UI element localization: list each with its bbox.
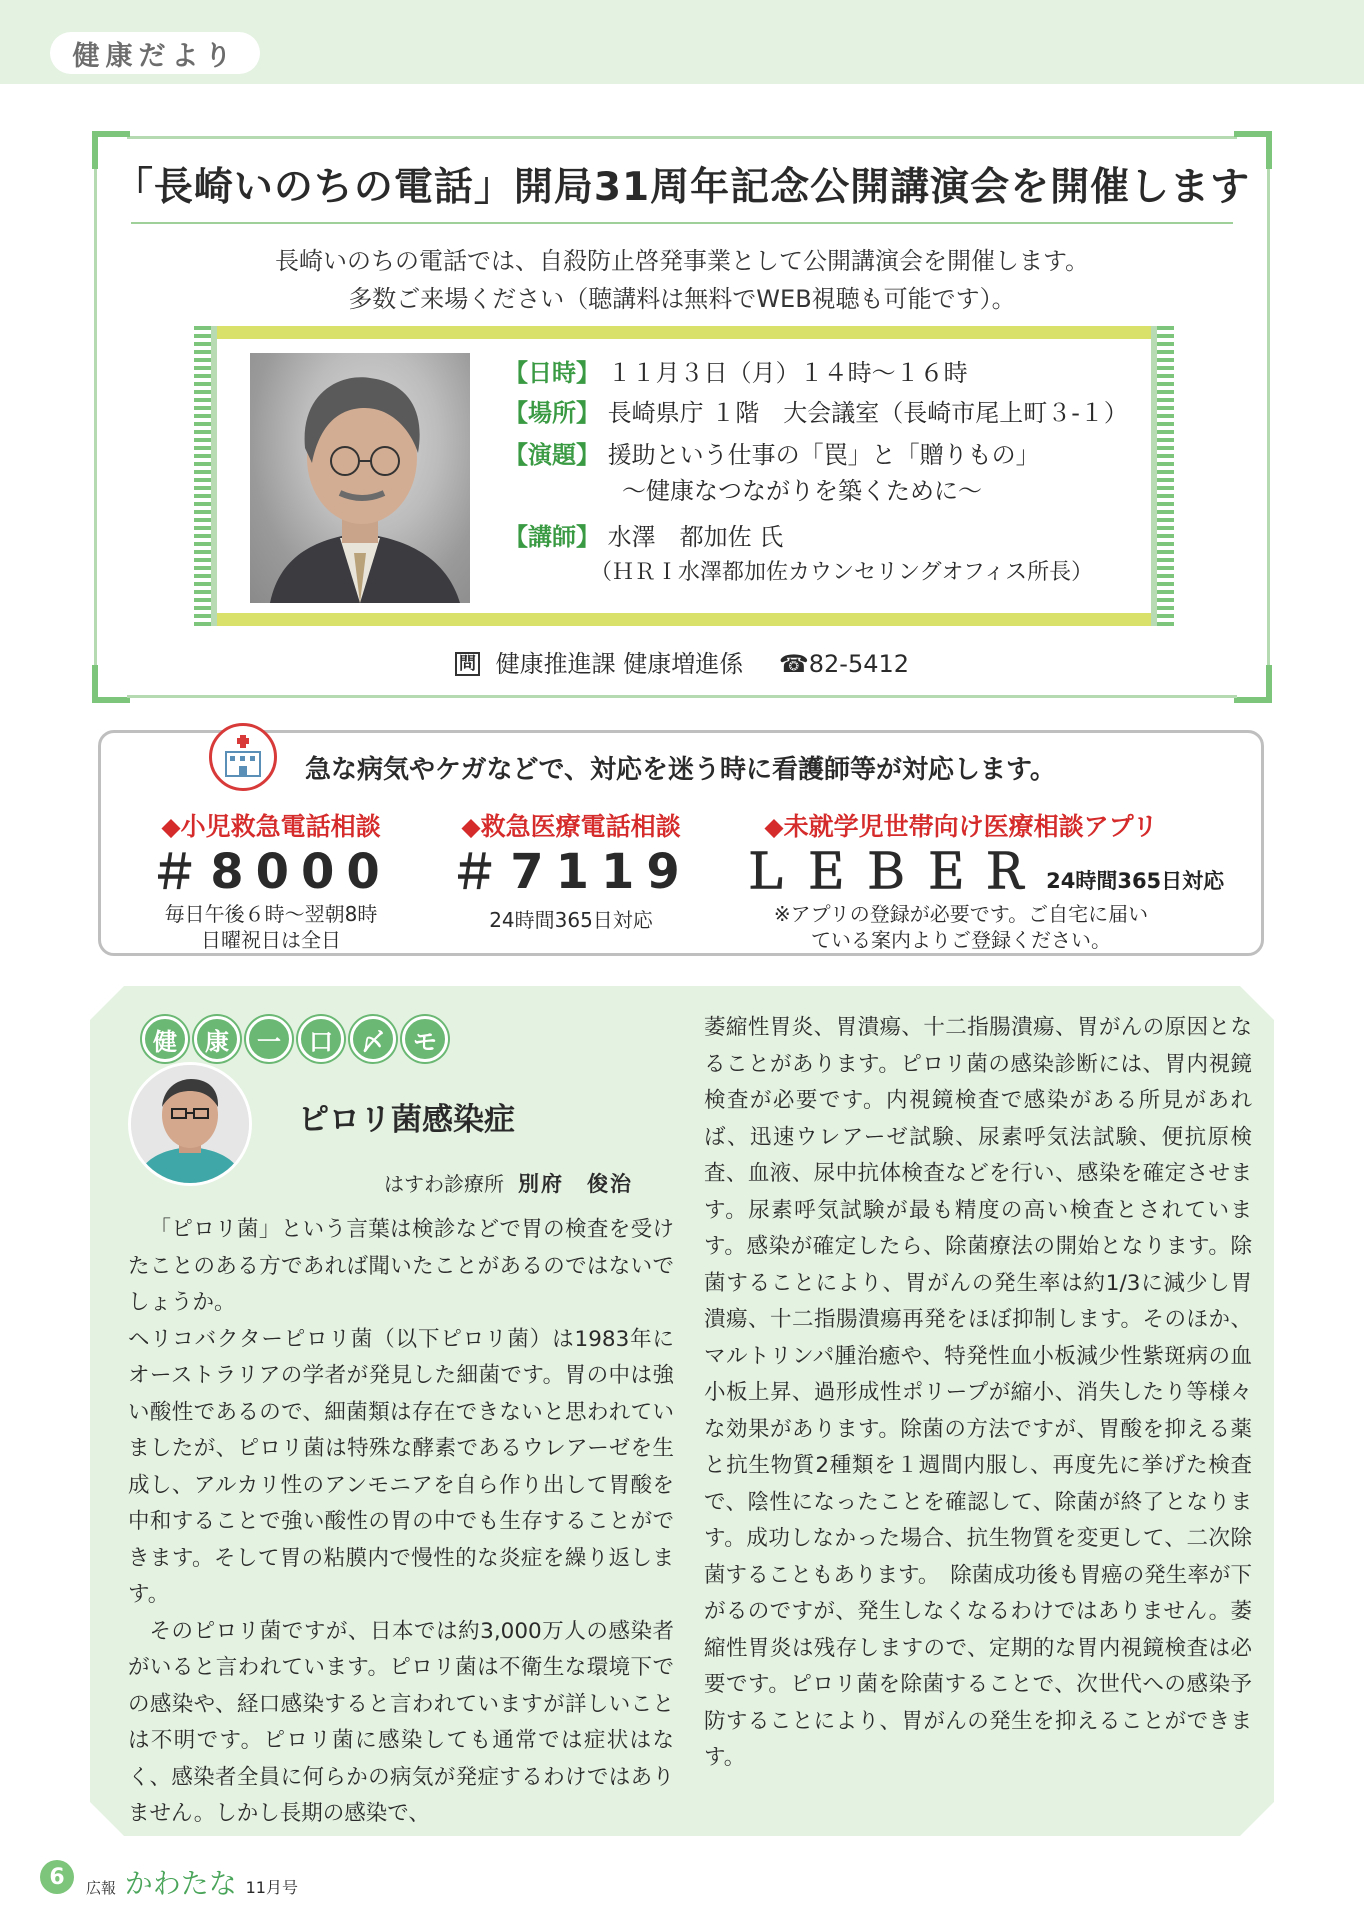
frame-stripe (1151, 326, 1157, 626)
speaker-value: 水澤 都加佐 氏 (607, 523, 784, 551)
frame-stripe (194, 326, 211, 626)
emergency-consult-box (98, 730, 1264, 956)
contact-line (97, 644, 1267, 679)
contact-dept: 健康推進課 健康増進係 (495, 650, 744, 678)
speaker-portrait-image (250, 353, 470, 603)
intro-line: 多数ご来場ください（聴講料は無料でWEB視聴も可能です）。 (348, 285, 1016, 313)
author-affiliation: はすわ診療所 (384, 1172, 504, 1196)
page-number: 6 (40, 1860, 74, 1894)
inquiry-badge: 問 (455, 652, 480, 676)
body-paragraph: 萎縮性胃炎、胃潰瘍、十二指腸潰瘍、胃がんの原因となることがあります。ピロリ菌の感染診断には、胃内視鏡検査が必要です。内視鏡検査で感染がある所見があれば、迅速ウレアーゼ試験、尿素呼気法試験、便抗原検査、血液、尿中抗体検査などを行い、感染を確定させます。尿素呼気試験が最も精度の高い検査とされています。感染が確定したら、除菌療法の開始となります。除菌することにより、胃がんの発生率は約1/3に減少し胃潰瘍、十二指腸潰瘍再発をほぼ抑制します。そのほか、マルトリンパ腫治癒や、特発性血小板減少性紫斑病の血小板上昇、過形成性ポリープが縮小、消失したり等様々な効果があります。除菌の方法ですが、胃酸を抑える薬と抗生物質2種類を１週間内服し、再度先に挙げた検査で、陰性になったことを確認して、除菌が終了となります。成功しなかった場合、抗生物質を変更して、二次除菌することもあります。 除菌成功後も胃癌の発生率が下がるのですが、発生しなくなるわけではありません。萎縮性胃炎は残存しますので、定期的な胃内視鏡検査は必要です。ピロリ菌を除菌することで、次世代への感染予防することにより、胃がんの発生を抑えることができます。 (704, 1015, 1252, 1770)
footer-masthead (86, 1862, 298, 1902)
place-value: 長崎県庁 １階 大会議室（長崎市尾上町３-１） (607, 399, 1128, 427)
speaker-photo (250, 353, 470, 603)
app-name-row (741, 843, 1225, 901)
frame-stripe (211, 326, 217, 626)
corner-cut (90, 1802, 124, 1836)
service-label: ◆未就学児世帯向け医療相談アプリ (764, 812, 1158, 841)
doctor-photo (128, 1062, 252, 1186)
memo-badge: モ (402, 1016, 448, 1062)
column-body-left (128, 1212, 674, 1833)
place-row (504, 393, 1128, 428)
date-value: １１月３日（月）１４時～１６時 (607, 359, 968, 387)
service-emergency (441, 807, 701, 933)
health-memo-column (90, 986, 1274, 1836)
memo-badge: 健 (142, 1016, 188, 1062)
topic-subtitle: ～健康なつながりを築くために～ (622, 477, 982, 505)
body-paragraph: 「ピロリ菌」という言葉は検診などで胃の検査を受けたことのある方であれば聞いたことがあるのではないでしょうか。 (128, 1217, 674, 1315)
speaker-label: 【講師】 (504, 523, 600, 551)
section-tag: 健康だより (50, 32, 260, 74)
hospital-icon (209, 723, 277, 791)
column-title: ピロリ菌感染症 (298, 1102, 515, 1138)
issue-label: 11月号 (245, 1878, 298, 1897)
body-paragraph: ヘリコバクターピロリ菌（以下ピロリ菌）は1983年にオーストラリアの学者が発見した細菌です。胃の中は強い酸性であるので、細菌類は存在できないと思われていましたが、ピロリ菌は特殊な酵素であるウレアーゼを生成し、アルカリ性のアンモニアを自ら作り出して胃酸を中和することで強い酸性の胃の中でも生存することができます。そして胃の粘膜内で慢性的な炎症を繰り返します。 (128, 1326, 674, 1607)
service-label: ◆小児救急電話相談 (161, 812, 381, 841)
event-details-box (194, 326, 1174, 626)
service-number: ＃7119 (450, 844, 692, 900)
topic-value: 援助という仕事の「罠」と「贈りもの」 (607, 441, 1040, 469)
service-label: ◆救急医療電話相談 (461, 812, 681, 841)
column-body-right (704, 1010, 1252, 1777)
memo-badge: 康 (194, 1016, 240, 1062)
lecture-intro (97, 242, 1267, 318)
lecture-title: 「長崎いのちの電話」開局31周年記念公開講演会を開催します (113, 165, 1251, 210)
corner-cut (1240, 1802, 1274, 1836)
column-author (384, 1168, 633, 1198)
intro-line: 長崎いのちの電話では、自殺防止啓発事業として公開講演会を開催します。 (274, 247, 1090, 275)
contact-phone: ☎82-5412 (778, 650, 910, 678)
author-name: 別府 俊治 (518, 1172, 633, 1196)
app-availability: 24時間365日対応 (1046, 869, 1225, 893)
topic-label: 【演題】 (504, 441, 600, 469)
service-child (141, 807, 401, 953)
service-note: ている案内よりご登録ください。 (811, 928, 1111, 952)
magazine-name: かわたな (124, 1867, 237, 1900)
doctor-portrait-image (131, 1065, 249, 1183)
lecture-notice (94, 136, 1270, 698)
service-note: 毎日午後６時～翌朝8時 (164, 902, 378, 926)
memo-badges (142, 1016, 448, 1062)
service-note: 日曜祝日は全日 (201, 928, 341, 952)
date-label: 【日時】 (504, 359, 600, 387)
speaker-affiliation: （ＨＲＩ水澤都加佐カウンセリングオフィス所長） (590, 560, 1094, 585)
memo-badge: 一 (246, 1016, 292, 1062)
body-paragraph: そのピロリ菌ですが、日本では約3,000万人の感染者がいると言われています。ピロリ菌は不衛生な環境下での感染や、経口感染すると言われていますが詳しいことは不明です。ピロリ菌に感染しても通常では症状はなく、感染者全員に何らかの病気が発症するわけではありません。しかし長期の感染で、 (128, 1618, 674, 1826)
memo-badge: 口 (298, 1016, 344, 1062)
frame-stripe (1157, 326, 1174, 626)
service-number: ＃8000 (150, 844, 392, 900)
memo-badge: 〆 (350, 1016, 396, 1062)
topic-row (504, 435, 1040, 470)
service-note: ※アプリの登録が必要です。ご自宅に届い (773, 902, 1149, 926)
date-row (504, 353, 968, 388)
service-note: 24時間365日対応 (489, 908, 653, 932)
footer-label: 広報 (86, 1879, 117, 1897)
title-divider (131, 222, 1233, 224)
speaker-row (504, 517, 783, 552)
service-app (741, 807, 1225, 953)
place-label: 【場所】 (504, 399, 600, 427)
service-number: ＬＥＢＥＲ (741, 844, 1042, 900)
emergency-headline: 急な病気やケガなどで、対応を迷う時に看護師等が対応します。 (305, 755, 1056, 785)
